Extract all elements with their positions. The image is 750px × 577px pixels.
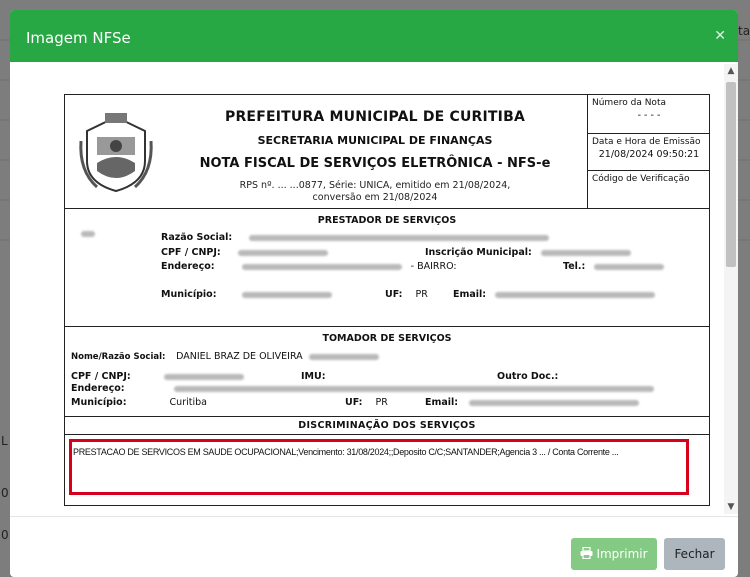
redacted-value [174, 386, 654, 392]
redacted-value [469, 400, 639, 406]
municipio-label: Município: [161, 289, 217, 300]
rps-line-1: RPS nº. ... ...0877, Série: UNICA, emitido em 21/08/2024, [239, 180, 511, 191]
nome-razao-label: Nome/Razão Social: [71, 352, 166, 362]
nfse-document [64, 94, 710, 506]
tomador-nome-row [71, 351, 379, 362]
codigo-verificacao-cell [588, 171, 710, 187]
prestador-section [65, 209, 709, 327]
municipio-value: Curitiba [169, 397, 207, 408]
rps-line-2: conversão em 21/08/2024 [312, 192, 438, 203]
data-emissao-label: Data e Hora de Emissão [592, 137, 701, 147]
email-label: Email: [425, 397, 459, 408]
municipio-label: Município: [71, 397, 127, 408]
tomador-section [65, 327, 709, 417]
modal-title: Imagem NFSe [26, 29, 131, 47]
tomador-outro-doc-row [497, 371, 558, 382]
redacted-value [495, 292, 655, 298]
redacted-value [238, 250, 328, 256]
tel-label: Tel.: [563, 261, 586, 272]
printer-icon [580, 547, 593, 559]
redacted-value [249, 235, 549, 241]
endereco-label: Endereço: [161, 261, 215, 272]
redacted-value [309, 354, 379, 360]
tomador-endereco-row [71, 383, 654, 394]
modal-body[interactable] [10, 62, 738, 516]
close-icon[interactable]: ✕ [714, 28, 726, 44]
document-title: PREFEITURA MUNICIPAL DE CURITIBA [224, 109, 526, 125]
prestador-uf-row [385, 289, 428, 300]
prestador-logo-redacted [81, 231, 95, 237]
discriminacao-section [65, 417, 709, 505]
uf-label: UF: [345, 397, 363, 408]
email-label: Email: [453, 289, 487, 300]
modal-header [10, 10, 738, 62]
nfse-image-modal [10, 10, 738, 577]
print-button[interactable] [571, 538, 657, 570]
outro-doc-label: Outro Doc.: [497, 371, 559, 382]
chevron-down-icon[interactable]: ▼ [727, 502, 735, 512]
redacted-value [594, 264, 664, 270]
print-button-label: Imprimir [596, 547, 648, 561]
tomador-title: TOMADOR DE SERVIÇOS [322, 333, 452, 344]
vertical-scrollbar[interactable] [724, 64, 738, 514]
scrollbar-thumb[interactable] [726, 82, 736, 267]
modal-footer [10, 516, 738, 577]
document-subtitle: SECRETARIA MUNICIPAL DE FINANÇAS [257, 134, 493, 147]
tomador-imu-row [301, 371, 326, 382]
city-coat-of-arms-logo [77, 111, 155, 193]
tomador-email-row [425, 397, 639, 408]
nfse-title: NOTA FISCAL DE SERVIÇOS ELETRÔNICA - NFS-e [199, 156, 551, 171]
tomador-cpf-row [71, 371, 244, 382]
bairro-label: - BAIRRO: [410, 261, 457, 272]
numero-nota-value: - - - - [637, 110, 661, 121]
nome-razao-value: DANIEL BRAZ DE OLIVEIRA [176, 351, 303, 362]
uf-value: PR [375, 397, 388, 408]
close-button[interactable]: Fechar [664, 538, 725, 570]
endereco-label: Endereço: [71, 383, 125, 394]
prestador-razao-row [161, 232, 549, 243]
document-header [65, 95, 709, 209]
numero-nota-label: Número da Nota [592, 98, 666, 108]
note-info-column [587, 95, 710, 208]
redacted-value [242, 264, 402, 270]
discriminacao-title: DISCRIMINAÇÃO DOS SERVIÇOS [65, 417, 709, 435]
rps-info [165, 180, 585, 204]
prestador-tel-row [563, 261, 664, 272]
discriminacao-body [65, 435, 709, 505]
imu-label: IMU: [301, 371, 326, 382]
tomador-municipio-row [71, 397, 207, 408]
redacted-value [164, 374, 244, 380]
data-emissao-value: 21/08/2024 09:50:21 [598, 149, 700, 160]
redacted-value [541, 250, 631, 256]
cpf-cnpj-label: CPF / CNPJ: [161, 247, 221, 258]
prestador-cpf-row [161, 247, 328, 258]
discriminacao-text: PRESTACAO DE SERVICOS EM SAUDE OCUPACIONAL;Vencimento: 31/08/2024;;Deposito C/C;SANTANDER;Agencia 3 ... / Conta Corrente ... [73, 447, 619, 457]
data-emissao-cell [588, 134, 710, 171]
prestador-title: PRESTADOR DE SERVIÇOS [317, 215, 457, 226]
inscricao-municipal-label: Inscrição Municipal: [425, 247, 532, 258]
redacted-value [242, 292, 332, 298]
prestador-email-row [453, 289, 655, 300]
uf-value: PR [415, 289, 428, 300]
prestador-endereco-row [161, 261, 457, 272]
numero-nota-cell [588, 95, 710, 134]
codigo-verificacao-label: Código de Verificação [592, 174, 690, 184]
uf-label: UF: [385, 289, 403, 300]
razao-social-label: Razão Social: [161, 232, 233, 243]
prestador-municipio-row [161, 289, 332, 300]
prestador-inscricao-row [425, 247, 631, 258]
tomador-uf-row [345, 397, 388, 408]
cpf-cnpj-label: CPF / CNPJ: [71, 371, 131, 382]
chevron-up-icon[interactable]: ▲ [727, 66, 735, 76]
